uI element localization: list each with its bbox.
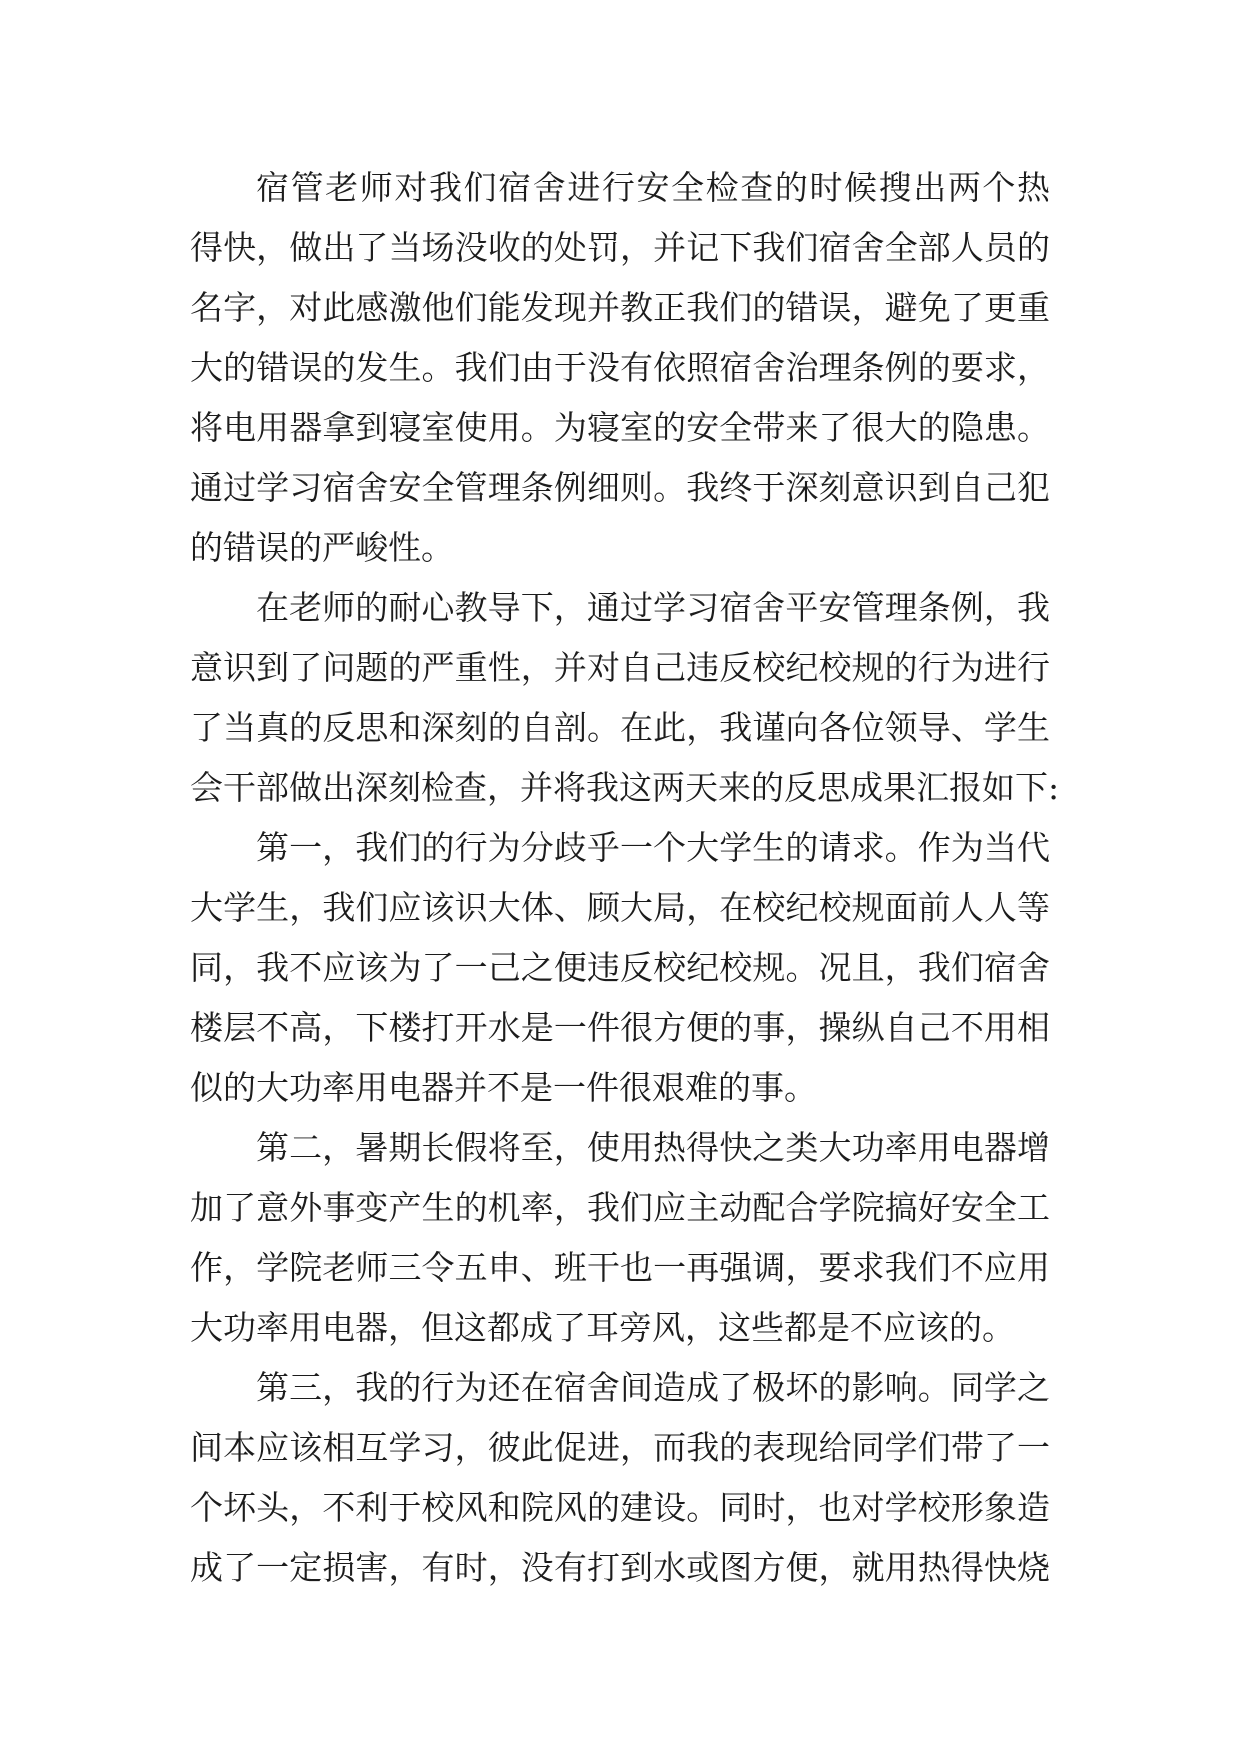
text-line: 间本应该相互学习，彼此促进，而我的表现给同学们带了一 [190, 1428, 1050, 1467]
text-line: 大的错误的发生。我们由于没有依照宿舍治理条例的要求， [190, 348, 1050, 387]
text-line: 得快，做出了当场没收的处罚，并记下我们宿舍全部人员的 [190, 228, 1050, 267]
text-line: 通过学习宿舍安全管理条例细则。我终于深刻意识到自己犯 [190, 468, 1050, 507]
text-line: 的错误的严峻性。 [190, 528, 454, 567]
text-line: 楼层不高，下楼打开水是一件很方便的事，操纵自己不用相 [190, 1008, 1050, 1047]
text-line: 加了意外事变产生的机率，我们应主动配合学院搞好安全工 [190, 1188, 1050, 1227]
text-line: 作，学院老师三令五申、班干也一再强调，要求我们不应用 [190, 1248, 1050, 1287]
text-line: 似的大功率用电器并不是一件很艰难的事。 [190, 1068, 817, 1107]
text-line: 了当真的反思和深刻的自剖。在此，我谨向各位领导、学生 [190, 708, 1050, 747]
text-line: 宿管老师对我们宿舍进行安全检查的时候搜出两个热 [256, 168, 1050, 207]
text-line: 同，我不应该为了一己之便违反校纪校规。况且，我们宿舍 [190, 948, 1050, 987]
text-line: 意识到了问题的严重性，并对自己违反校纪校规的行为进行 [190, 648, 1050, 687]
text-line: 大学生，我们应该识大体、顾大局，在校纪校规面前人人等 [190, 888, 1050, 927]
text-line: 在老师的耐心教导下，通过学习宿舍平安管理条例，我 [256, 588, 1050, 627]
text-line: 将电用器拿到寝室使用。为寝室的安全带来了很大的隐患。 [190, 408, 1050, 447]
text-line: 第一，我们的行为分歧乎一个大学生的请求。作为当代 [256, 828, 1050, 867]
document-body [190, 158, 1060, 1598]
text-line: 第三，我的行为还在宿舍间造成了极坏的影响。同学之 [256, 1368, 1050, 1407]
text-line: 成了一定损害，有时，没有打到水或图方便，就用热得快烧 [190, 1548, 1050, 1587]
text-line: 会干部做出深刻检查，并将我这两天来的反思成果汇报如下: [190, 768, 1060, 807]
text-line: 第二，暑期长假将至，使用热得快之类大功率用电器增 [256, 1128, 1050, 1167]
text-line: 大功率用电器，但这都成了耳旁风，这些都是不应该的。 [190, 1308, 1015, 1347]
text-line: 名字，对此感激他们能发现并教正我们的错误，避免了更重 [190, 288, 1050, 327]
text-line: 个坏头，不利于校风和院风的建设。同时，也对学校形象造 [190, 1488, 1050, 1527]
